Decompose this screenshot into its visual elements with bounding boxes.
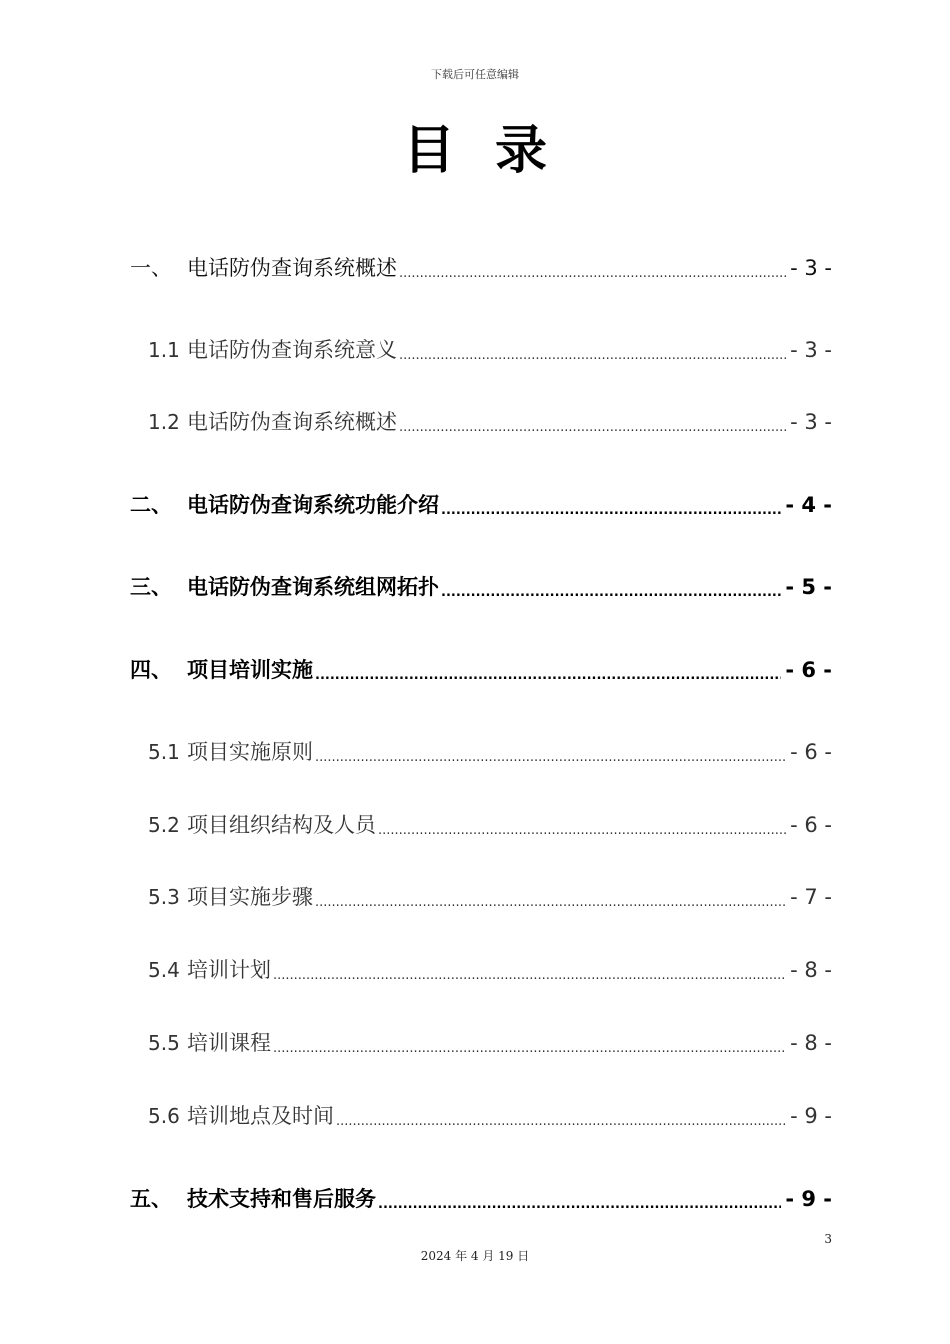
- toc-entry-number: 五、: [130, 1187, 172, 1211]
- toc-entry-number: 1.1: [148, 338, 180, 362]
- toc-entry-number: 1.2: [148, 410, 180, 434]
- toc-entry-title: 培训计划: [187, 958, 271, 982]
- toc-entry-number: 5.2: [148, 813, 180, 837]
- toc-entry-page: - 6 -: [790, 740, 832, 764]
- toc-entry-title: 培训课程: [187, 1031, 271, 1055]
- toc-entry-title: 电话防伪查询系统功能介绍: [187, 493, 439, 517]
- toc-entry-page: - 9 -: [790, 1104, 832, 1128]
- toc-entry-number: 5.4: [148, 958, 180, 982]
- toc-entry[interactable]: [148, 334, 832, 366]
- toc-entry-title: 项目实施步骤: [187, 885, 313, 909]
- toc-entry-number: 四、: [130, 658, 172, 682]
- toc-entry-page: - 3 -: [790, 410, 832, 434]
- toc-leader-dots: [273, 954, 786, 986]
- toc-entry[interactable]: [130, 252, 832, 284]
- header-note: 下载后可任意编辑: [431, 68, 519, 81]
- toc-leader-dots: [315, 881, 786, 913]
- toc-entry[interactable]: [130, 654, 832, 686]
- toc-entry-number: 一、: [130, 256, 172, 280]
- toc-entry-page: - 6 -: [790, 813, 832, 837]
- toc-entry[interactable]: [148, 1027, 832, 1059]
- toc-entry[interactable]: [148, 406, 832, 438]
- page-title: 目录: [402, 120, 587, 181]
- toc-leader-dots: [399, 252, 786, 284]
- toc-entry[interactable]: [130, 1183, 832, 1215]
- toc-entry-title: 项目培训实施: [187, 658, 313, 682]
- toc-entry-number: 5.1: [148, 740, 180, 764]
- toc-leader-dots: [441, 571, 781, 603]
- toc-leader-dots: [315, 736, 786, 768]
- toc-entry-page: - 6 -: [785, 658, 832, 682]
- toc-entry-page: - 9 -: [785, 1187, 832, 1211]
- toc-entry[interactable]: [130, 571, 832, 603]
- toc-entry-page: - 3 -: [790, 256, 832, 280]
- toc-leader-dots: [441, 489, 781, 521]
- toc-entry[interactable]: [148, 881, 832, 913]
- toc-entry-page: - 8 -: [790, 958, 832, 982]
- toc-entry-title: 项目实施原则: [187, 740, 313, 764]
- toc-leader-dots: [378, 1183, 781, 1215]
- toc-entry-number: 二、: [130, 493, 172, 517]
- toc-entry[interactable]: [148, 736, 832, 768]
- toc-entry-page: - 8 -: [790, 1031, 832, 1055]
- toc-leader-dots: [399, 406, 786, 438]
- toc-entry-page: - 3 -: [790, 338, 832, 362]
- toc-entry-title: 电话防伪查询系统组网拓扑: [187, 575, 439, 599]
- toc-entry-page: - 5 -: [785, 575, 832, 599]
- toc-leader-dots: [315, 654, 781, 686]
- toc-entry-number: 5.5: [148, 1031, 180, 1055]
- toc-entry-title: 项目组织结构及人员: [187, 813, 376, 837]
- footer-date: 2024 年 4 月 19 日: [420, 1249, 530, 1263]
- toc-entry-title: 电话防伪查询系统概述: [187, 256, 397, 280]
- toc-entry[interactable]: [148, 809, 832, 841]
- toc-entry[interactable]: [148, 1100, 832, 1132]
- toc-leader-dots: [273, 1027, 786, 1059]
- toc-entry-number: 5.3: [148, 885, 180, 909]
- toc-entry-number: 三、: [130, 575, 172, 599]
- toc-leader-dots: [336, 1100, 786, 1132]
- toc-entry-title: 电话防伪查询系统意义: [187, 338, 397, 362]
- toc-entry-page: - 4 -: [785, 493, 832, 517]
- toc-entry-title: 电话防伪查询系统概述: [187, 410, 397, 434]
- toc-entry[interactable]: [130, 489, 832, 521]
- toc-leader-dots: [399, 334, 786, 366]
- toc-entry-page: - 7 -: [790, 885, 832, 909]
- toc-entry-title: 培训地点及时间: [187, 1104, 334, 1128]
- toc-entry-title: 技术支持和售后服务: [187, 1187, 376, 1211]
- toc-leader-dots: [378, 809, 786, 841]
- toc-entry[interactable]: [148, 954, 832, 986]
- page-number: 3: [824, 1232, 832, 1246]
- toc-entry-number: 5.6: [148, 1104, 180, 1128]
